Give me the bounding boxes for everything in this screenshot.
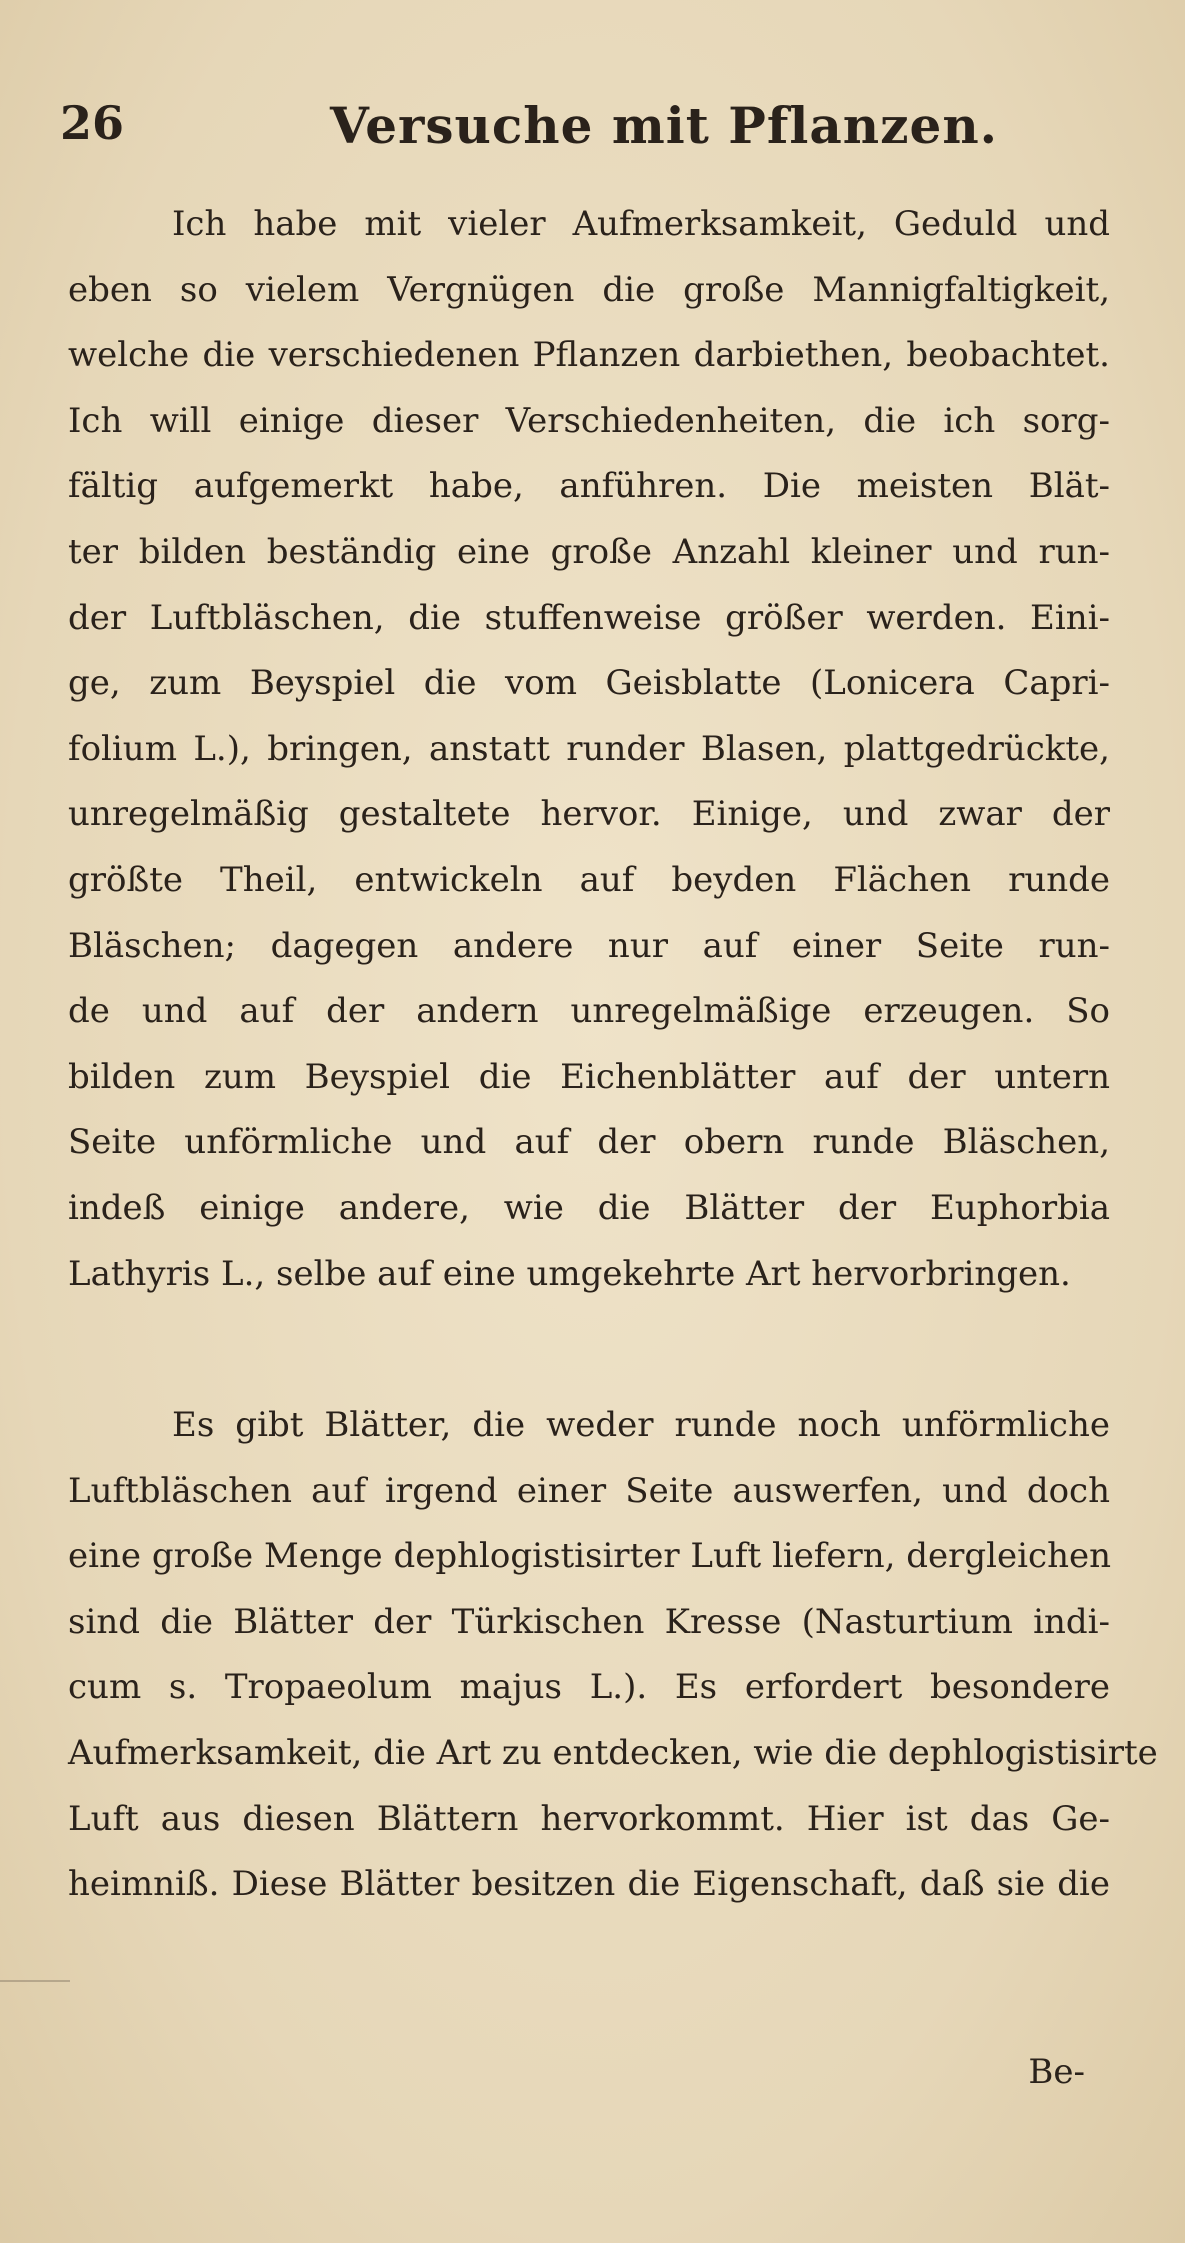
text-line: indeß einige andere, wie die Blätter der Euphorbia (68, 1187, 1110, 1228)
text-line: Bläschen; dagegen andere nur auf einer Seite run- (68, 925, 1110, 966)
text-line: Lathyris L., selbe auf eine umgekehrte Art hervorbringen. (68, 1253, 1071, 1294)
text-line: de und auf der andern unregelmäßige erzeugen. So (68, 991, 1110, 1032)
text-line: Aufmerksamkeit, die Art zu entdecken, wie die dephlogistisirte (68, 1733, 1158, 1774)
body-text (68, 192, 1158, 1918)
page-header (60, 96, 1120, 166)
text-line: welche die verschiedenen Pflanzen darbiethen, beobachtet. (68, 335, 1110, 376)
text-line: der Luftbläschen, die stuffenweise größer werden. Eini- (68, 597, 1110, 638)
page-smudge (0, 1980, 70, 1982)
paragraph-gap (68, 1307, 1110, 1393)
text-line: Ich habe mit vieler Aufmerksamkeit, Geduld und (172, 204, 1110, 244)
text-line: cum s. Tropaeolum majus L.). Es erfordert besondere (68, 1667, 1110, 1708)
page-number: 26 (60, 96, 125, 150)
text-line: folium L.), bringen, anstatt runder Blasen, plattgedrückte, (68, 728, 1110, 769)
text-line: Ich will einige dieser Verschiedenheiten, die ich sorg- (68, 400, 1110, 441)
text-line: Es gibt Blätter, die weder runde noch unförmliche (172, 1405, 1110, 1446)
text-line: unregelmäßig gestaltete hervor. Einige, und zwar der (68, 794, 1110, 835)
text-line: bilden zum Beyspiel die Eichenblätter auf der untern (68, 1056, 1110, 1097)
text-line: eben so vielem Vergnügen die große Mannigfaltigkeit, (68, 269, 1110, 310)
text-line: Luftbläschen auf irgend einer Seite auswerfen, und doch (68, 1470, 1110, 1511)
catchword: Be- (1028, 2052, 1085, 2092)
text-line: größte Theil, entwickeln auf beyden Flächen runde (68, 859, 1110, 900)
running-title: Versuche mit Pflanzen. (330, 96, 999, 155)
text-line: Seite unförmliche und auf der obern runde Bläschen, (68, 1122, 1110, 1163)
text-line: eine große Menge dephlogistisirter Luft liefern, dergleichen (68, 1536, 1112, 1577)
paragraph-1 (68, 192, 1110, 1307)
text-line: ge, zum Beyspiel die vom Geisblatte (Lonicera Capri- (68, 663, 1110, 704)
text-line: Luft aus diesen Blättern hervorkommt. Hier ist das Ge- (68, 1798, 1110, 1839)
text-line: ter bilden beständig eine große Anzahl kleiner und run- (68, 531, 1110, 572)
text-line: sind die Blätter der Türkischen Kresse (Nasturtium indi- (68, 1601, 1110, 1642)
text-line: heimniß. Diese Blätter besitzen die Eigenschaft, daß sie die (68, 1864, 1110, 1905)
text-line: fältig aufgemerkt habe, anführen. Die meisten Blät- (68, 466, 1110, 507)
paragraph-2 (68, 1393, 1158, 1918)
